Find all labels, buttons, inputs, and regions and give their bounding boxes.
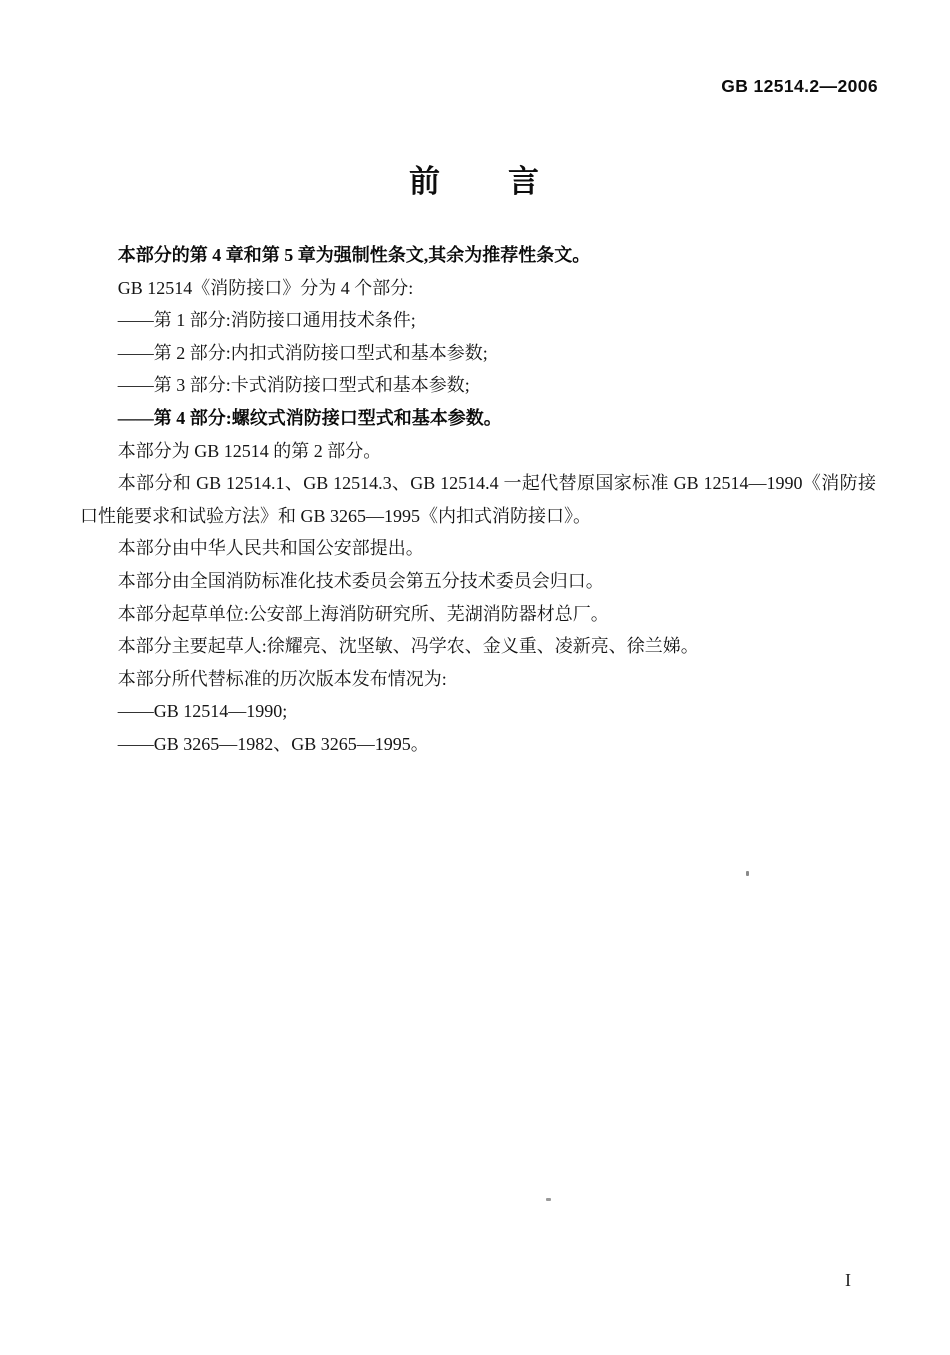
scan-speck <box>546 1198 551 1201</box>
paragraph: 本部分主要起草人:徐耀亮、沈坚敏、冯学农、金义重、凌新亮、徐兰娣。 <box>117 636 699 657</box>
paragraph: 本部分所代替标准的历次版本发布情况为: <box>117 668 447 689</box>
paragraph: 本部分由中华人民共和国公安部提出。 <box>117 538 424 559</box>
paragraph: 本部分和 GB 12514.1、GB 12514.3、GB 12514.4 一起代替原国家标准 GB 12514—1990《消防接口性能要求和试验方法》和 GB 3265—1995《内扣式消防接口》。 <box>80 473 876 526</box>
foreword-body <box>80 239 876 761</box>
paragraph: 本部分的第 4 章和第 5 章为强制性条文,其余为推荐性条文。 <box>117 245 591 265</box>
paragraph: 本部分由全国消防标准化技术委员会第五分技术委员会归口。 <box>117 570 604 591</box>
paragraph: ——GB 12514—1990; <box>117 701 288 722</box>
paragraph: ——第 3 部分:卡式消防接口型式和基本参数; <box>117 375 470 396</box>
scan-speck <box>746 871 749 876</box>
paragraph: 本部分起草单位:公安部上海消防研究所、芜湖消防器材总厂。 <box>117 603 609 624</box>
paragraph: 本部分为 GB 12514 的第 2 部分。 <box>117 440 382 461</box>
paragraph: GB 12514《消防接口》分为 4 个部分: <box>117 277 414 298</box>
paragraph: ——第 4 部分:螺纹式消防接口型式和基本参数。 <box>117 407 502 428</box>
paragraph: ——GB 3265—1982、GB 3265—1995。 <box>117 733 429 754</box>
page-number: I <box>845 1270 851 1290</box>
standard-number: GB 12514.2—2006 <box>721 76 878 96</box>
paragraph: ——第 2 部分:内扣式消防接口型式和基本参数; <box>117 342 488 363</box>
paragraph: ——第 1 部分:消防接口通用技术条件; <box>117 310 416 331</box>
foreword-title: 前 言 <box>409 164 541 199</box>
